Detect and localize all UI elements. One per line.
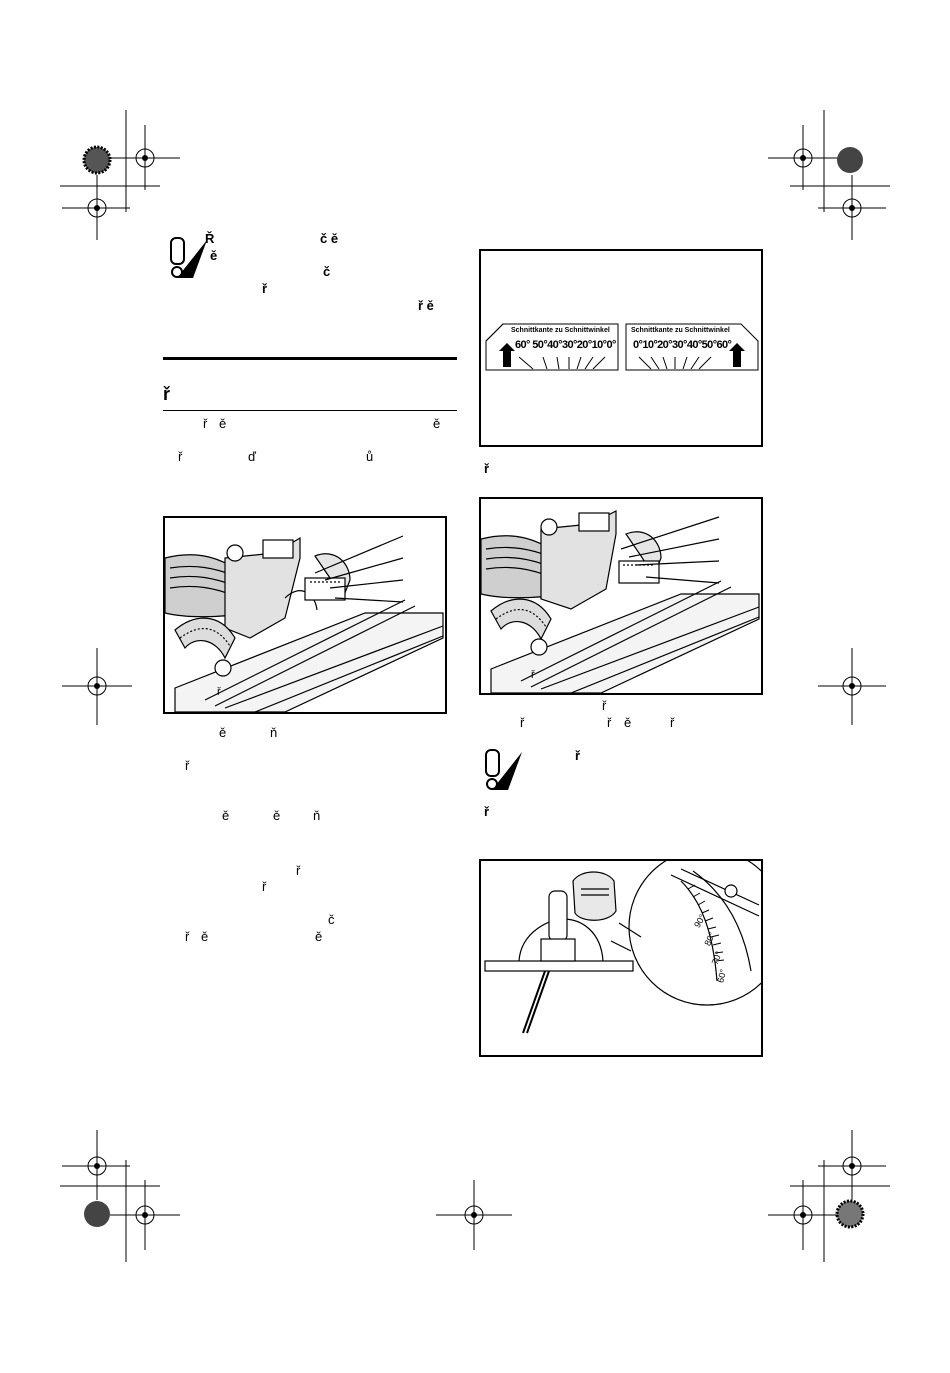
para-fragment: č [328, 912, 335, 927]
figure-small-label: ř [217, 686, 221, 698]
caption-fragment: ř [520, 715, 525, 730]
protractor-tick-label: 60° [715, 968, 729, 984]
scale-values-left: 60° 50°40°30°20°10°0° [515, 339, 616, 351]
caption-fragment: ř [602, 698, 607, 713]
protractor-tick-label: 70° [709, 949, 724, 967]
scale-title-right: Schnittkante zu Schnittwinkel [631, 327, 730, 334]
para-fragment: ň [313, 808, 321, 823]
caption-fragment: ř [607, 715, 612, 730]
warning-text-line: ě [210, 248, 218, 263]
para-fragment: ř [178, 449, 183, 464]
section-rule-thick [163, 357, 457, 360]
para-fragment: ň [270, 725, 278, 740]
warning-text-line: ř [484, 804, 490, 819]
protractor-tick-label: 90° [692, 912, 708, 930]
para-fragment: ř [185, 929, 190, 944]
figure-saw-right [479, 497, 763, 695]
scale-values-right: 0°10°20°30°40°50°60° [633, 339, 732, 351]
caption-scale: ř [484, 461, 490, 476]
para-fragment: ě [273, 808, 281, 823]
warning-text-line: Ř [205, 231, 215, 246]
warning-icon [163, 234, 209, 280]
warning-icon [478, 746, 524, 792]
para-fragment: ě [315, 929, 323, 944]
section-rule-thin [163, 410, 457, 411]
para-fragment: ř [262, 879, 267, 894]
para-fragment: ě [219, 725, 227, 740]
section-heading: ř [163, 384, 171, 404]
para-fragment: ď [248, 449, 256, 464]
scale-title-left: Schnittkante zu Schnittwinkel [511, 327, 610, 334]
protractor-tick-label: 80° [702, 930, 718, 948]
warning-text-line: ř [262, 281, 268, 296]
para-fragment: ě [433, 416, 441, 431]
warning-text-line: ř ě [418, 298, 434, 313]
caption-fragment: ř [670, 715, 675, 730]
para-fragment: ě [201, 929, 209, 944]
caption-fragment: ě [624, 715, 632, 730]
para-fragment: ě [219, 416, 227, 431]
para-fragment: ě [222, 808, 230, 823]
figure-protractor [479, 859, 763, 1057]
figure-scale-labels [479, 249, 763, 447]
warning-text-line: č [323, 264, 331, 279]
warning-text-line: č ě [320, 231, 339, 246]
para-fragment: ř [203, 416, 208, 431]
para-fragment: ř [296, 863, 301, 878]
warning-text-line: ř [575, 748, 581, 763]
para-fragment: ř [185, 758, 190, 773]
para-fragment: ů [366, 449, 374, 464]
figure-small-label: ř [531, 669, 535, 681]
figure-saw-left [163, 516, 447, 714]
